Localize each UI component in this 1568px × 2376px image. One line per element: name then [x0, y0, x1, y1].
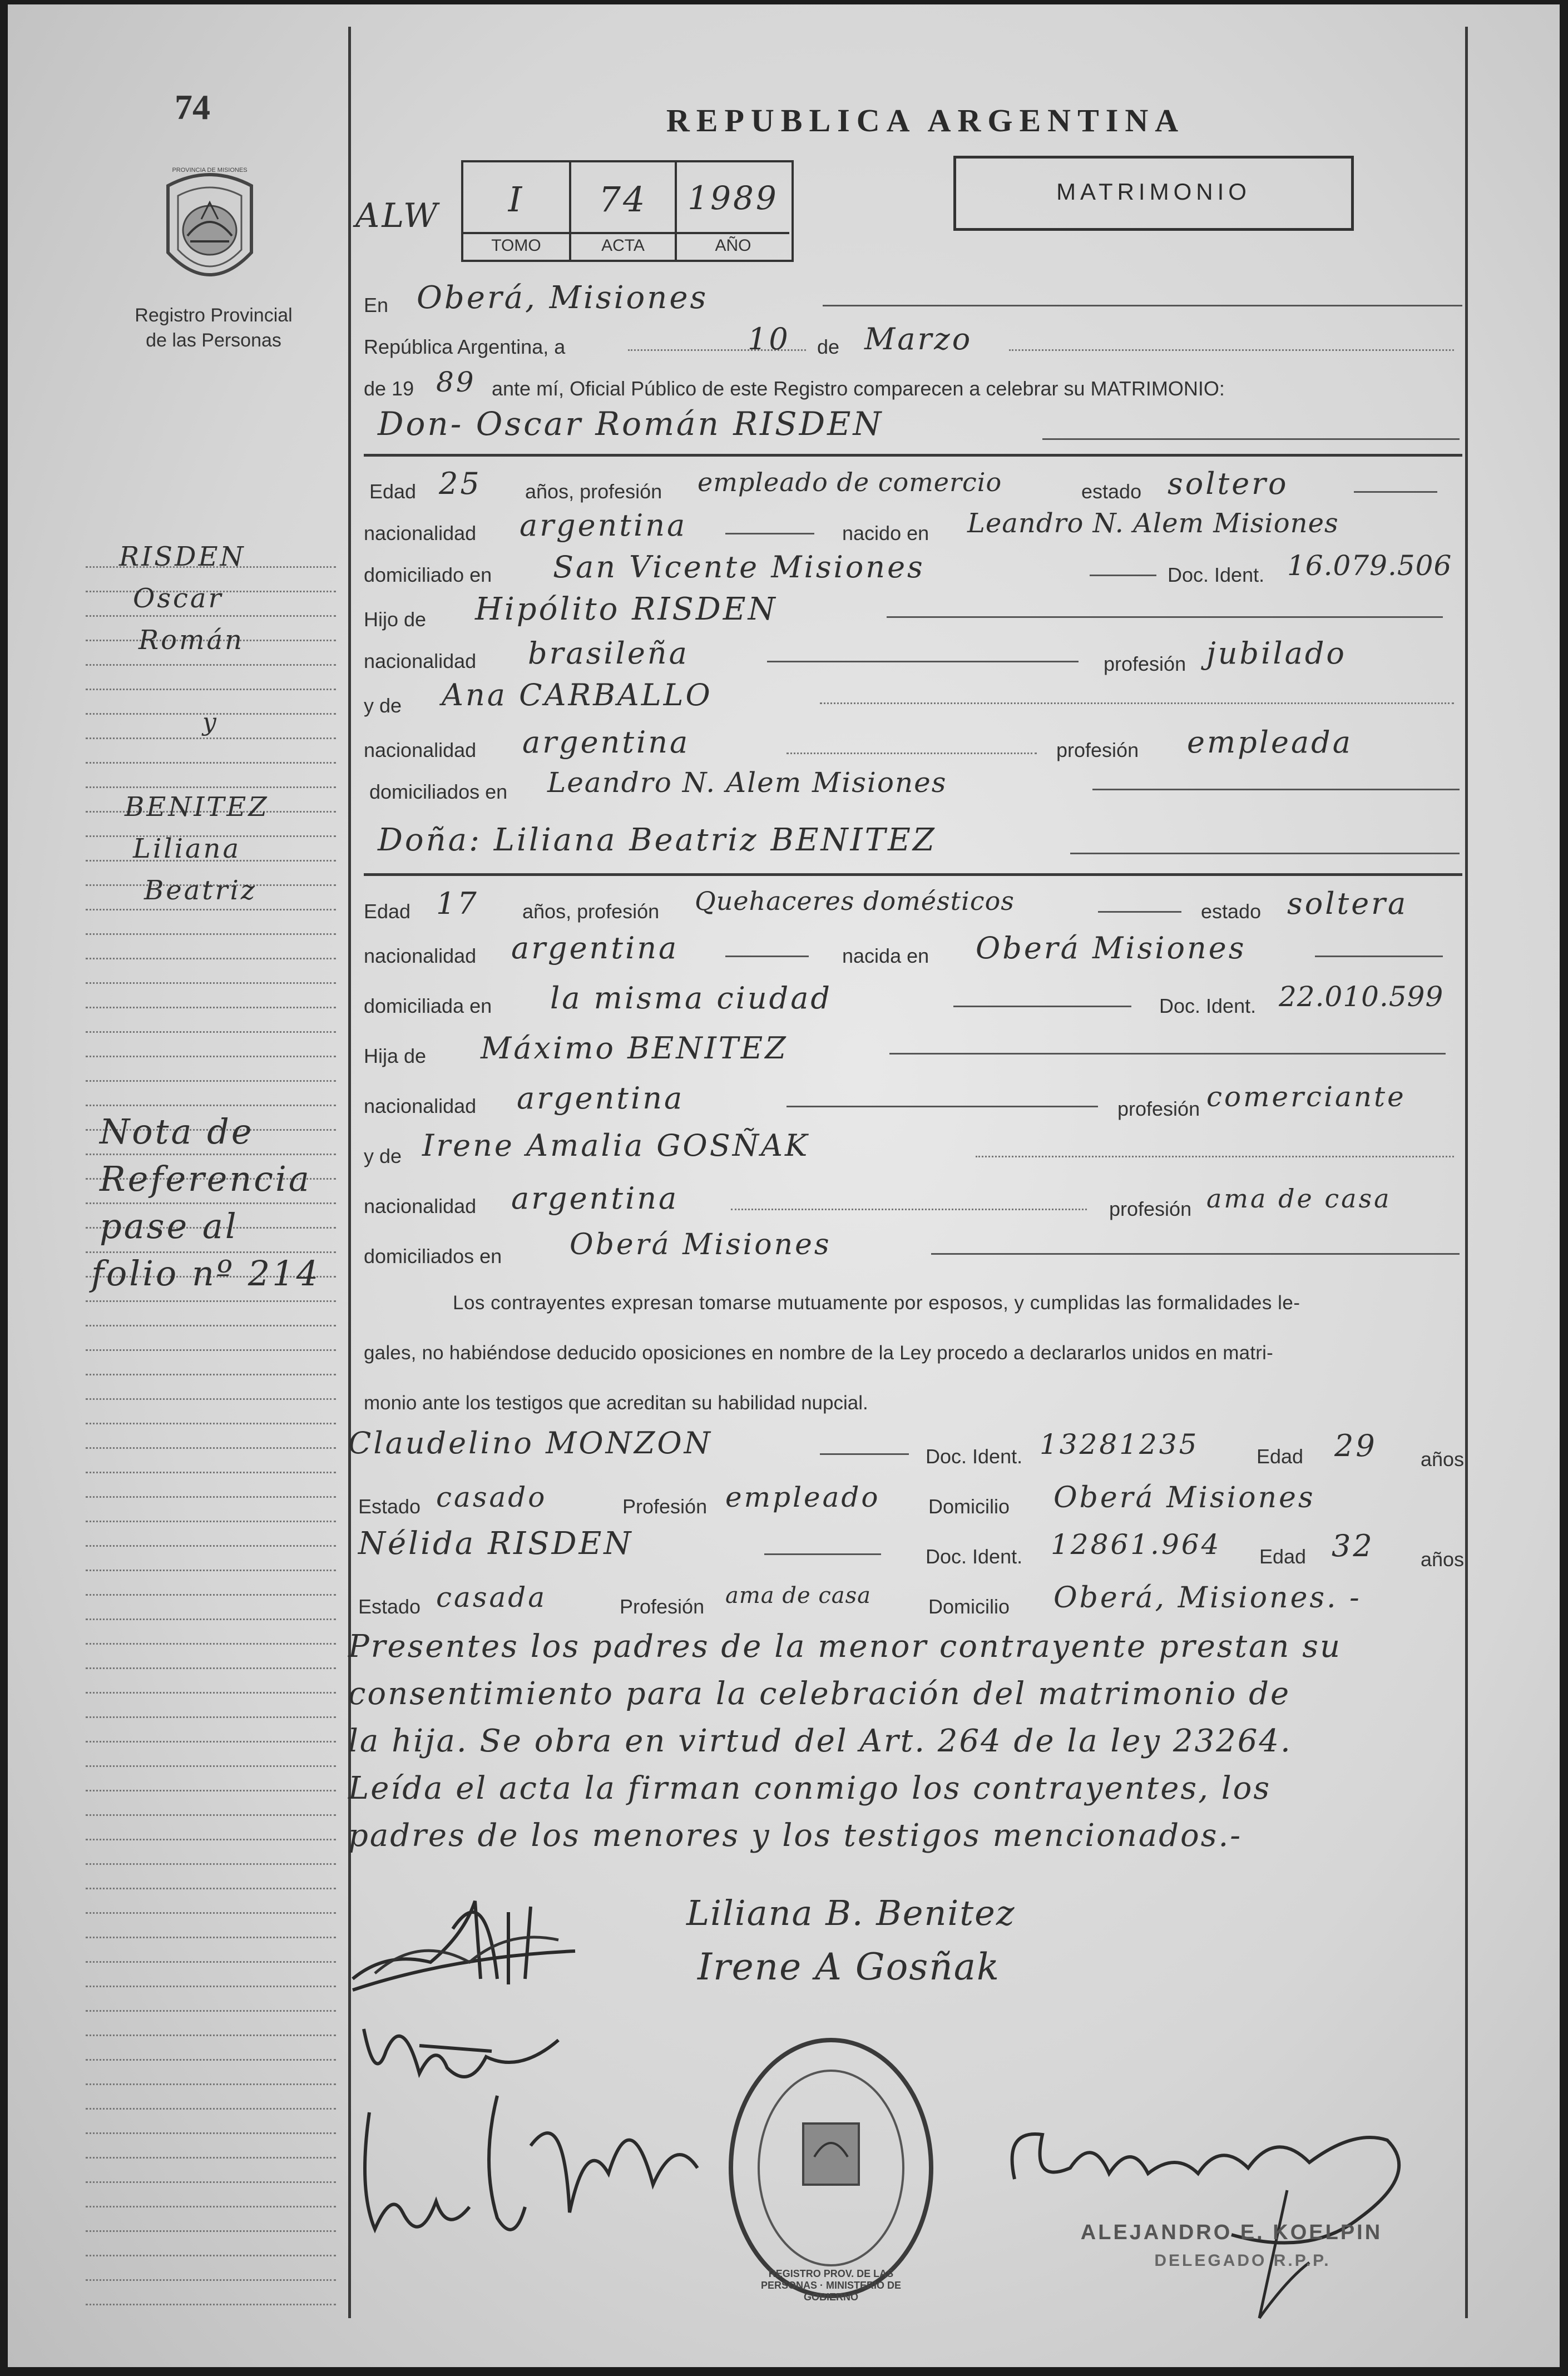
- officer-signature: [998, 2096, 1454, 2329]
- groom-doc: 16.079.506: [1287, 550, 1452, 582]
- margin-rule-line: [86, 1716, 336, 1718]
- groom-label-yde: y de: [364, 694, 402, 717]
- bride-father-label-nacionalidad: nacionalidad: [364, 1095, 477, 1117]
- margin-rule-line: [86, 2010, 336, 2012]
- margin-groom-surname: RISDEN: [119, 541, 246, 572]
- officer-stamp-line2: DELEGADO R.P.P.: [1154, 2251, 1331, 2270]
- month: Marzo: [864, 321, 973, 357]
- page-number: 74: [175, 87, 210, 127]
- margin-rule-line: [86, 1202, 336, 1204]
- margin-rule-line: [86, 958, 336, 959]
- label-year-prefix: de 19: [364, 377, 414, 400]
- margin-rule-line: [86, 1618, 336, 1620]
- groom-birthplace: Leandro N. Alem Misiones: [967, 508, 1339, 539]
- witness-2-label-edad: Edad: [1259, 1545, 1307, 1568]
- witness-signatures: [353, 2079, 775, 2290]
- bride-doc: 22.010.599: [1279, 981, 1444, 1013]
- witness-2-label-estado: Estado: [358, 1595, 421, 1618]
- bride-father-label-profesion: profesión: [1117, 1097, 1200, 1120]
- witness-1-label-edad: Edad: [1257, 1445, 1304, 1468]
- bride-birthplace: Oberá Misiones: [976, 930, 1247, 966]
- margin-rule-line: [86, 1912, 336, 1914]
- groom-label-domiciliados: domiciliados en: [369, 780, 508, 803]
- groom-civil-status: soltero: [1168, 466, 1289, 501]
- observation-line2: consentimiento para la celebración del matrimonio de: [348, 1676, 1291, 1712]
- groom-label-nacido: nacido en: [842, 522, 929, 544]
- margin-rule-line: [86, 2206, 336, 2207]
- margin-note-line3: pase al: [100, 1206, 239, 1246]
- margin-rule-line: [86, 1765, 336, 1767]
- margin-rule-line: [86, 737, 336, 739]
- groom-father-nationality: brasileña: [528, 636, 689, 671]
- groom-label-nacionalidad: nacionalidad: [364, 522, 477, 544]
- declaration-line2: gales, no habiéndose deducido oposiciones en nombre de la Ley procedo a declararlos unidos en matri-: [364, 1342, 1273, 1364]
- witness-2-profession: ama de casa: [725, 1583, 871, 1608]
- margin-rule-line: [86, 786, 336, 788]
- groom-profession: empleado de comercio: [698, 467, 1002, 497]
- witness-1-name: Claudelino MONZON: [348, 1425, 713, 1461]
- margin-rule-line: [86, 1056, 336, 1057]
- text-comparecen: ante mí, Oficial Público de este Registro comparecen a celebrar su MATRIMONIO:: [492, 377, 1225, 400]
- margin-bride-surname: BENITEZ: [125, 791, 269, 823]
- groom-mother-profession: empleada: [1187, 725, 1353, 760]
- official-stamp: [725, 2035, 937, 2301]
- margin-rule-line: [86, 2181, 336, 2183]
- witness-2-doc: 12861.964: [1051, 1528, 1221, 1561]
- margin-rule-line: [86, 1447, 336, 1449]
- margin-rule-line: [86, 2279, 336, 2281]
- bride-label-estado: estado: [1201, 900, 1262, 923]
- bride-father-profession: comerciante: [1206, 1081, 1406, 1113]
- witness-2-label-doc: Doc. Ident.: [926, 1545, 1023, 1568]
- margin-rule-line: [86, 1741, 336, 1743]
- bride-profession: Quehaceres domésticos: [695, 886, 1015, 916]
- witness-1-label-profesion: Profesión: [622, 1495, 708, 1518]
- bride-full-name: Doña: Liliana Beatriz BENITEZ: [378, 822, 937, 858]
- bride-label-domiciliados: domiciliados en: [364, 1245, 502, 1268]
- margin-bride-given1: Liliana: [133, 833, 241, 864]
- day: 10: [748, 321, 790, 357]
- witness-2-address: Oberá, Misiones. -: [1053, 1581, 1362, 1615]
- witness-2-label-domicilio: Domicilio: [928, 1595, 1010, 1618]
- witness-2-label-anos: años: [1421, 1548, 1465, 1571]
- margin-rule-line: [86, 2059, 336, 2061]
- groom-father-label-nacionalidad: nacionalidad: [364, 650, 477, 672]
- declaration-line3: monio ante los testigos que acreditan su habilidad nupcial.: [364, 1392, 868, 1414]
- margin-rule-line: [86, 1423, 336, 1424]
- bride-address: la misma ciudad: [550, 981, 833, 1016]
- declaration-line1: Los contrayentes expresan tomarse mutuamente por esposos, y cumplidas las formalidades le-: [453, 1292, 1300, 1314]
- country-title: REPUBLICA ARGENTINA: [666, 102, 1185, 138]
- observation-line1: Presentes los padres de la menor contrayente prestan su: [348, 1628, 1342, 1665]
- margin-rule-line: [86, 762, 336, 764]
- bride-mother-label-profesion: profesión: [1109, 1197, 1192, 1220]
- margin-rule-line: [86, 1105, 336, 1106]
- margin-rule-line: [86, 1814, 336, 1816]
- witness-1-status: casado: [436, 1481, 547, 1513]
- groom-label-hijo: Hijo de: [364, 608, 427, 631]
- bride-label-edad: Edad: [364, 900, 411, 923]
- groom-mother-label-profesion: profesión: [1056, 739, 1139, 761]
- groom-age: 25: [439, 466, 482, 501]
- groom-father-profession: jubilado: [1206, 636, 1347, 671]
- volume-box: [461, 160, 794, 262]
- witness-1-address: Oberá Misiones: [1053, 1481, 1315, 1514]
- witness-1-doc: 13281235: [1040, 1428, 1199, 1461]
- bride-label-anos-profesion: años, profesión: [522, 900, 660, 923]
- witness-2-status: casada: [436, 1581, 547, 1613]
- bride-section-rule: [364, 873, 1462, 876]
- margin-rule-line: [86, 2035, 336, 2036]
- margin-rule-line: [86, 2255, 336, 2256]
- label-de: de: [817, 335, 840, 358]
- margin-connector: y: [202, 708, 219, 736]
- groom-signature: [342, 1868, 592, 2012]
- margin-rule-line: [86, 1692, 336, 1694]
- margin-rule-line: [86, 2132, 336, 2134]
- tomo-label: TOMO: [463, 232, 569, 255]
- mother-signature: Irene A Gosñak: [698, 1946, 1001, 1988]
- groom-label-doc: Doc. Ident.: [1168, 563, 1265, 586]
- bride-age: 17: [436, 886, 479, 921]
- groom-mother-label-nacionalidad: nacionalidad: [364, 739, 477, 761]
- place: Oberá, Misiones: [417, 280, 709, 316]
- groom-mother-name: Ana CARBALLO: [442, 677, 713, 712]
- margin-note-line4: folio nº 214: [91, 1253, 321, 1294]
- margin-rule-line: [86, 1325, 336, 1326]
- margin-rule-line: [86, 1031, 336, 1033]
- groom-parents-address: Leandro N. Alem Misiones: [547, 766, 947, 799]
- margin-rule-line: [86, 1863, 336, 1865]
- groom-father-label-profesion: profesión: [1104, 652, 1186, 675]
- bride-label-hija: Hija de: [364, 1045, 427, 1067]
- right-border-line: [1465, 27, 1468, 2318]
- witness-1-label-anos: años: [1421, 1448, 1465, 1471]
- year-suffix: 89: [436, 366, 476, 398]
- bride-father-name: Máximo BENITEZ: [481, 1031, 788, 1066]
- margin-rule-line: [86, 1545, 336, 1547]
- margin-rule-line: [86, 689, 336, 690]
- observation-line5: padres de los menores y los testigos mencionados.-: [348, 1818, 1243, 1854]
- groom-nationality: argentina: [520, 508, 687, 543]
- bride-mother-nationality: argentina: [511, 1181, 679, 1216]
- observation-line4: Leída el acta la firman conmigo los contrayentes, los: [348, 1770, 1272, 1806]
- bride-label-yde: y de: [364, 1145, 402, 1167]
- witness-2-label-profesion: Profesión: [620, 1595, 705, 1618]
- tomo-value: I: [508, 179, 525, 220]
- margin-rule-line: [86, 1961, 336, 1963]
- margin-rule-line: [86, 1570, 336, 1571]
- document-type: MATRIMONIO: [1056, 179, 1251, 205]
- groom-mother-nationality: argentina: [522, 725, 690, 760]
- witness-1-label-doc: Doc. Ident.: [926, 1445, 1023, 1468]
- seal-text: PROVINCIA DE MISIONES: [172, 167, 248, 174]
- margin-rule-line: [86, 909, 336, 910]
- registry-seal: [157, 169, 263, 297]
- witness-1-profession: empleado: [725, 1481, 881, 1513]
- anio-value: 1989: [687, 179, 779, 217]
- margin-rule-line: [86, 933, 336, 935]
- witness-2-name: Nélida RISDEN: [358, 1526, 634, 1562]
- witness-1-label-estado: Estado: [358, 1495, 421, 1518]
- groom-label-domiciliado: domiciliado en: [364, 563, 492, 586]
- bride-label-doc: Doc. Ident.: [1159, 994, 1257, 1017]
- witness-2-age: 32: [1332, 1528, 1374, 1563]
- margin-rule-line: [86, 1496, 336, 1498]
- stamp-text: REGISTRO PROV. DE LAS PERSONAS · MINISTERIO DE GOBIERNO: [760, 2268, 902, 2303]
- margin-rule-line: [86, 1007, 336, 1008]
- margin-rule-line: [86, 2108, 336, 2110]
- groom-label-estado: estado: [1081, 480, 1142, 503]
- groom-full-name: Don- Oscar Román RISDEN: [378, 405, 884, 443]
- bride-nationality: argentina: [511, 930, 679, 966]
- margin-rule-line: [86, 2157, 336, 2159]
- bride-parents-address: Oberá Misiones: [570, 1228, 832, 1261]
- registry-name-line1: Registro Provincial: [135, 305, 293, 326]
- margin-rule-line: [86, 1300, 336, 1302]
- margin-rule-line: [86, 1080, 336, 1082]
- margin-rule-line: [86, 1888, 336, 1889]
- bride-label-nacionalidad: nacionalidad: [364, 944, 477, 967]
- margin-rule-line: [86, 1790, 336, 1791]
- groom-section-rule: [364, 454, 1462, 457]
- label-en: En: [364, 294, 389, 316]
- margin-rule-line: [86, 1594, 336, 1596]
- bride-civil-status: soltera: [1287, 886, 1408, 921]
- margin-rule-line: [86, 1839, 336, 1840]
- groom-label-anos-profesion: años, profesión: [525, 480, 662, 503]
- margin-rule-line: [86, 1643, 336, 1645]
- bride-label-nacida: nacida en: [842, 944, 929, 967]
- document-type-box: [953, 156, 1354, 231]
- margin-bride-given2: Beatriz: [144, 875, 258, 906]
- margin-note-line2: Referencia: [100, 1159, 311, 1199]
- margin-rule-line: [86, 1349, 336, 1351]
- margin-rule-line: [86, 2083, 336, 2085]
- groom-address: San Vicente Misiones: [553, 550, 925, 585]
- margin-rule-line: [86, 1667, 336, 1669]
- registry-name-line2: de las Personas: [146, 330, 281, 351]
- margin-rule-line: [86, 2230, 336, 2232]
- acta-label: ACTA: [571, 232, 675, 255]
- margin-rule-line: [86, 1937, 336, 1938]
- margin-rule-line: [86, 1521, 336, 1522]
- anio-label: AÑO: [677, 232, 789, 255]
- label-republica: República Argentina, a: [364, 335, 566, 358]
- margin-rule-line: [86, 982, 336, 984]
- observation-line3: la hija. Se obra en virtud del Art. 264 de la ley 23264.: [348, 1723, 1292, 1759]
- acta-value: 74: [598, 179, 647, 220]
- bride-mother-profession: ama de casa: [1206, 1184, 1392, 1214]
- margin-rule-line: [86, 1986, 336, 1987]
- groom-father-name: Hipólito RISDEN: [475, 591, 778, 627]
- margin-groom-given1: Oscar: [133, 583, 224, 614]
- margin-groom-given2: Román: [139, 625, 245, 656]
- margin-rule-line: [86, 1374, 336, 1375]
- margin-rule-line: [86, 1398, 336, 1400]
- bride-signature: Liliana B. Benitez: [686, 1893, 1016, 1933]
- bride-mother-label-nacionalidad: nacionalidad: [364, 1195, 477, 1217]
- margin-rule-line: [86, 664, 336, 666]
- margin-rule-line: [86, 1472, 336, 1473]
- officer-stamp-line1: ALEJANDRO E. KOELPIN: [1080, 2221, 1383, 2244]
- certificate-page: [8, 4, 1560, 2367]
- witness-1-label-domicilio: Domicilio: [928, 1495, 1010, 1518]
- margin-rule-line: [86, 1154, 336, 1155]
- margin-rule-line: [86, 615, 336, 617]
- bride-mother-name: Irene Amalia GOSÑAK: [422, 1128, 810, 1163]
- margin-rule-line: [86, 2304, 336, 2305]
- margin-note-line1: Nota de: [100, 1111, 254, 1152]
- witness-1-age: 29: [1334, 1428, 1377, 1463]
- bride-label-domiciliada: domiciliada en: [364, 994, 492, 1017]
- header-code: ALW: [355, 196, 440, 235]
- groom-label-edad: Edad: [369, 480, 417, 503]
- bride-father-nationality: argentina: [517, 1081, 685, 1116]
